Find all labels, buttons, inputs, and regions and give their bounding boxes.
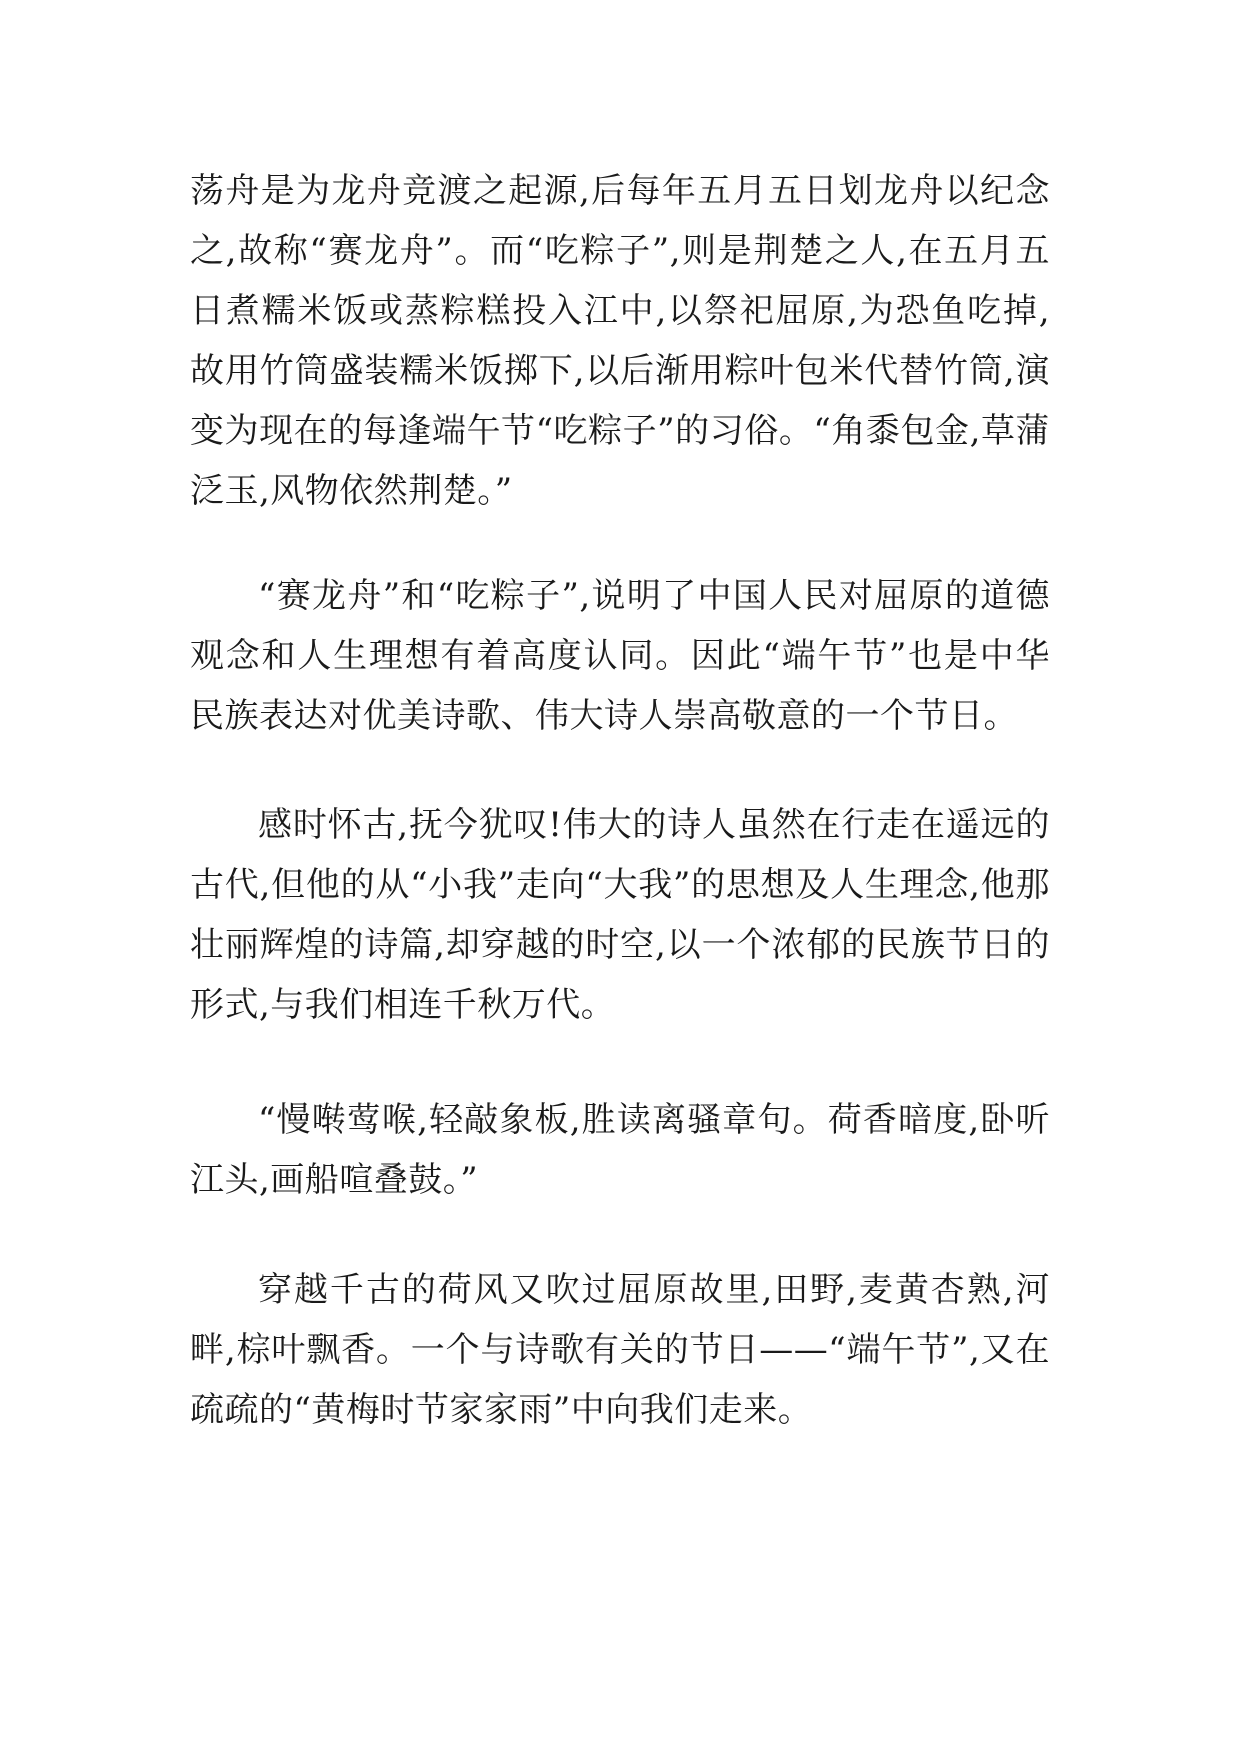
paragraph-closing: 穿越千古的荷风又吹过屈原故里,田野,麦黄杏熟,河畔,棕叶飘香。一个与诗歌有关的节日——“端午节”,又在疏疏的“黄梅时节家家雨”中向我们走来。 — [190, 1270, 1050, 1430]
paragraph-dragon-boat-origin: 荡舟是为龙舟竞渡之起源,后每年五月五日划龙舟以纪念之,故称“赛龙舟”。而“吃粽子”,则是荆楚之人,在五月五日煮糯米饭或蒸粽糕投入江中,以祭祀屈原,为恐鱼吃掉,故用竹筒盛装糯米饭掷下,以后渐用粽叶包米代替竹筒,演变为现在的每逢端午节“吃粽子”的习俗。“角黍包金,草蒲泛玉,风物依然荆楚。” — [190, 171, 1050, 511]
paragraph-poem-quote: “慢啭莺喉,轻敲象板,胜读离骚章句。荷香暗度,卧听江头,画船喧叠鼓。” — [190, 1100, 1050, 1200]
paragraph-reflection: 感时怀古,抚今犹叹!伟大的诗人虽然在行走在遥远的古代,但他的从“小我”走向“大我”的思想及人生理念,他那壮丽辉煌的诗篇,却穿越的时空,以一个浓郁的民族节日的形式,与我们相连千秋万代。 — [190, 805, 1050, 1025]
paragraph-cultural-meaning: “赛龙舟”和“吃粽子”,说明了中国人民对屈原的道德观念和人生理想有着高度认同。因此“端午节”也是中华民族表达对优美诗歌、伟大诗人崇高敬意的一个节日。 — [190, 576, 1050, 736]
